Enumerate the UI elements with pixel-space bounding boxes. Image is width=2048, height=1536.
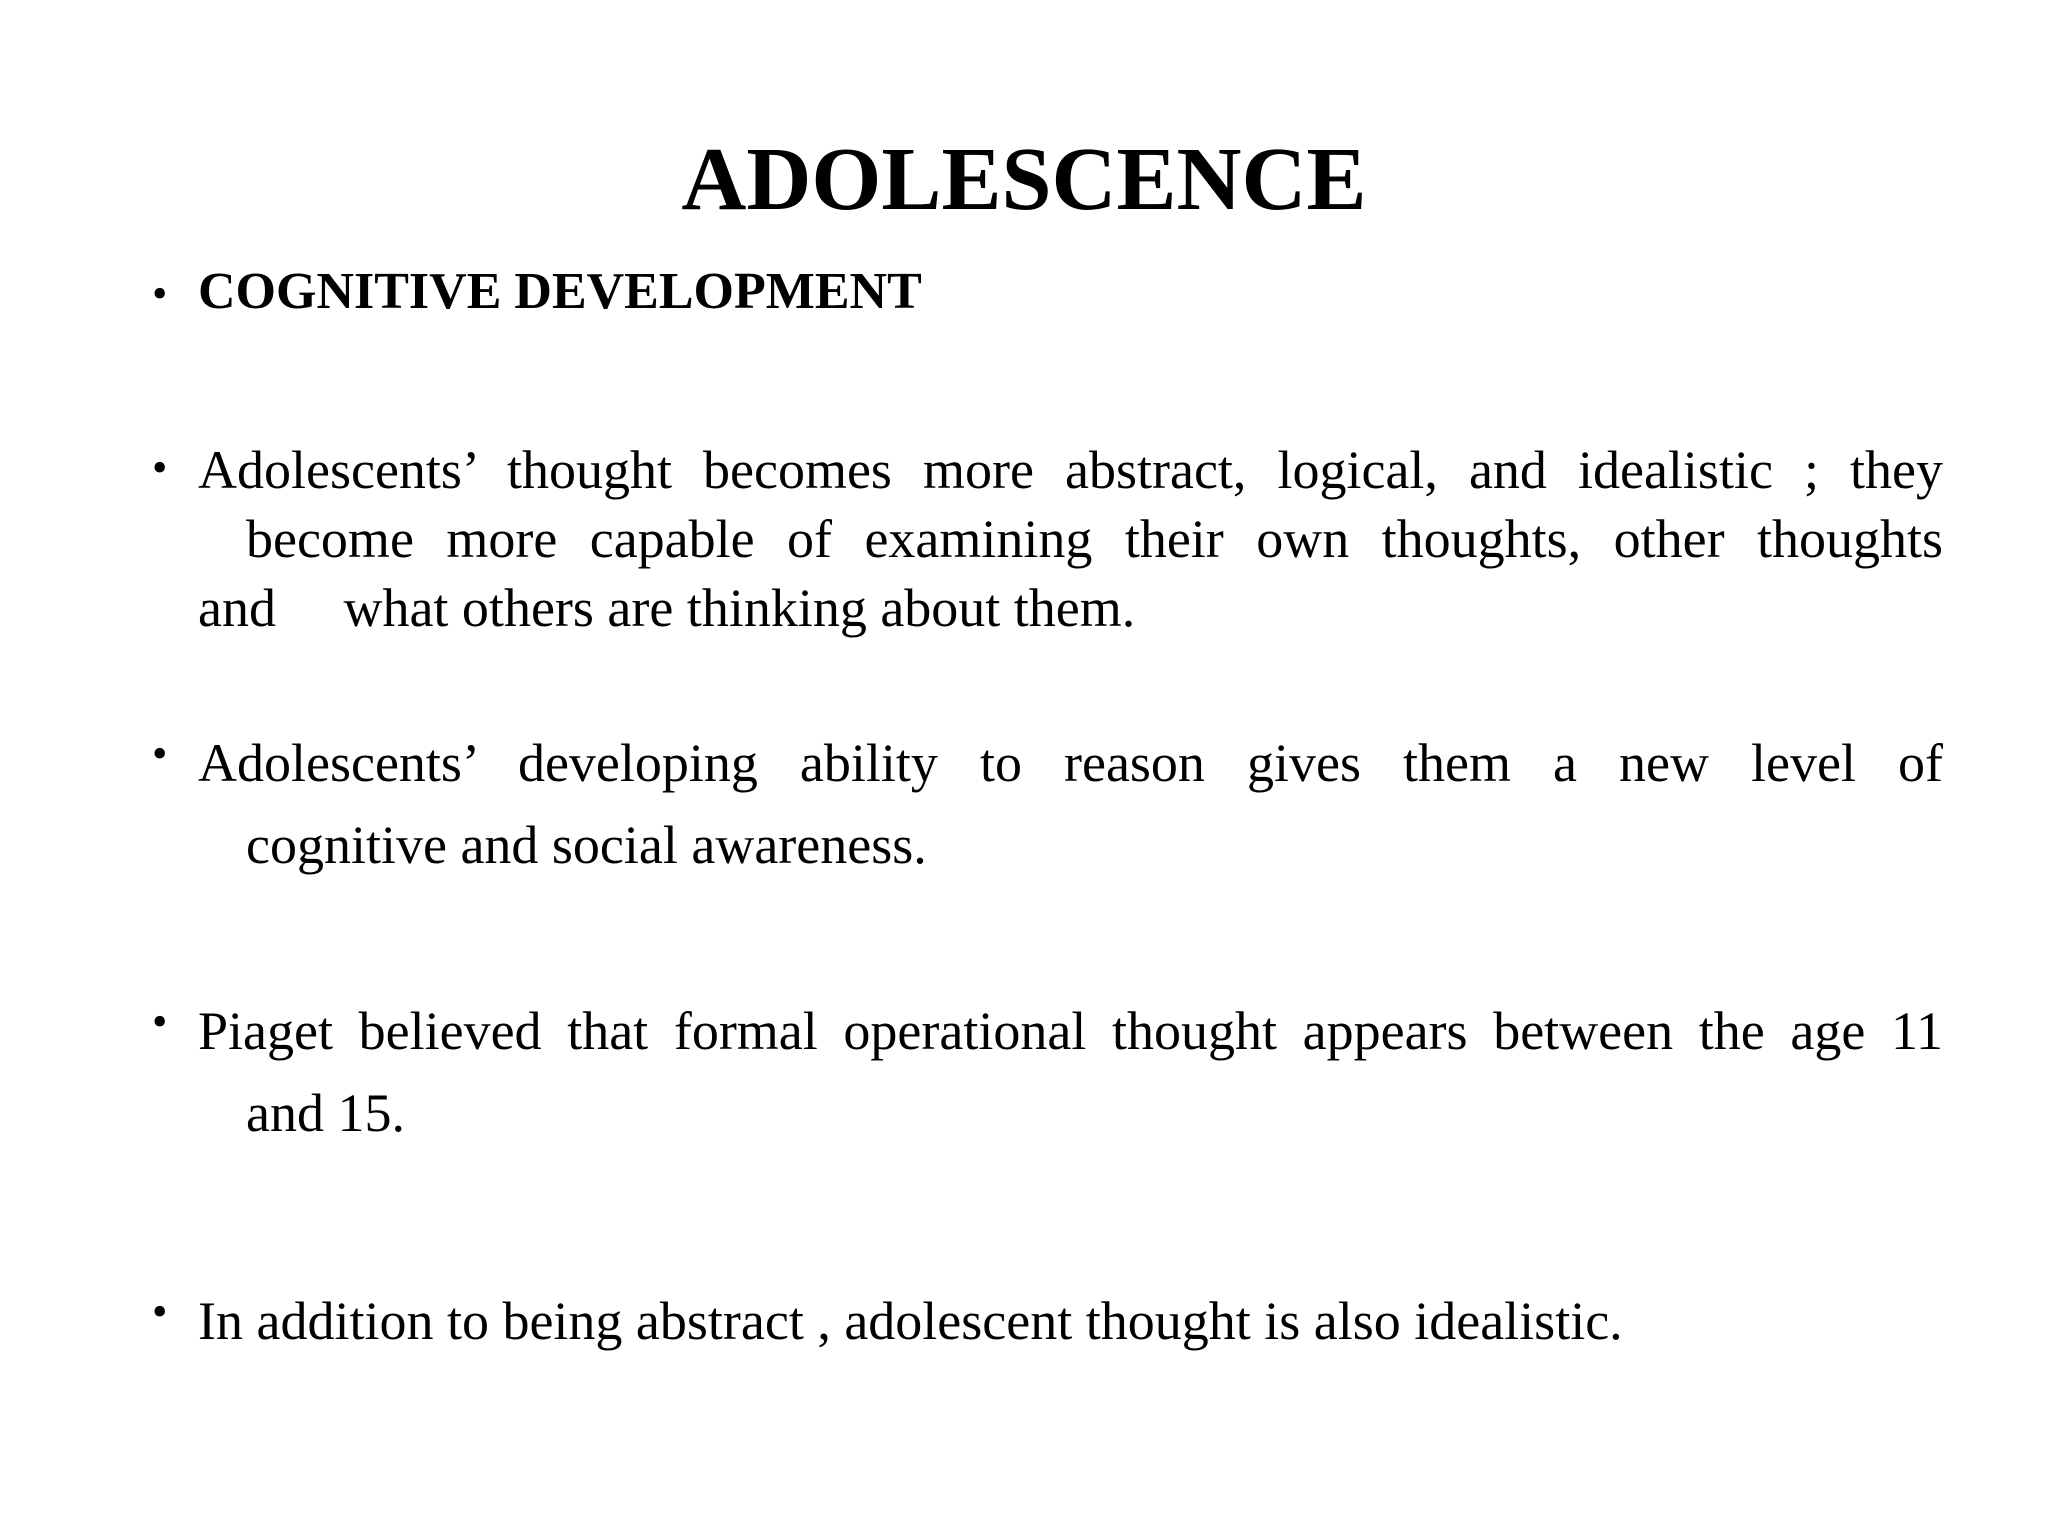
bullet-marker: • bbox=[152, 729, 168, 778]
bullet-item-3 bbox=[152, 990, 1952, 1160]
bullet-2-line-1: Adolescents’ developing ability to reason gives them a new level of bbox=[198, 733, 1943, 793]
bullet-4-line-1: In addition to being abstract , adolescent thought is also idealistic. bbox=[198, 1291, 1623, 1351]
bullet-item-2 bbox=[152, 722, 1952, 892]
bullet-item-1 bbox=[152, 436, 1952, 646]
bullet-1-line-3: and what others are thinking about them. bbox=[198, 578, 1136, 638]
bullet-text-2 bbox=[198, 722, 1943, 886]
section-heading: COGNITIVE DEVELOPMENT bbox=[198, 263, 922, 320]
slide-title: ADOLESCENCE bbox=[681, 130, 1367, 229]
bullet-3-line-1: Piaget believed that formal operational thought appears between the age 11 bbox=[198, 1001, 1943, 1061]
bullet-2-line-2: cognitive and social awareness. bbox=[246, 815, 927, 875]
bullet-marker: • bbox=[152, 443, 168, 492]
bullet-1-line-1: Adolescents’ thought becomes more abstract, logical, and idealistic ; they bbox=[198, 440, 1943, 500]
bullet-item-4 bbox=[152, 1280, 1952, 1360]
bullet-text-4 bbox=[198, 1280, 1943, 1362]
bullet-1-line-2: become more capable of examining their own thoughts, other thoughts bbox=[246, 509, 1943, 569]
bullet-marker: • bbox=[152, 997, 168, 1046]
bullet-text-3 bbox=[198, 990, 1943, 1154]
bullet-heading bbox=[152, 262, 1952, 332]
bullet-marker: • bbox=[152, 1287, 168, 1336]
bullet-marker: • bbox=[152, 269, 168, 318]
bullet-text-1 bbox=[198, 436, 1943, 643]
bullet-3-line-2: and 15. bbox=[246, 1083, 405, 1143]
